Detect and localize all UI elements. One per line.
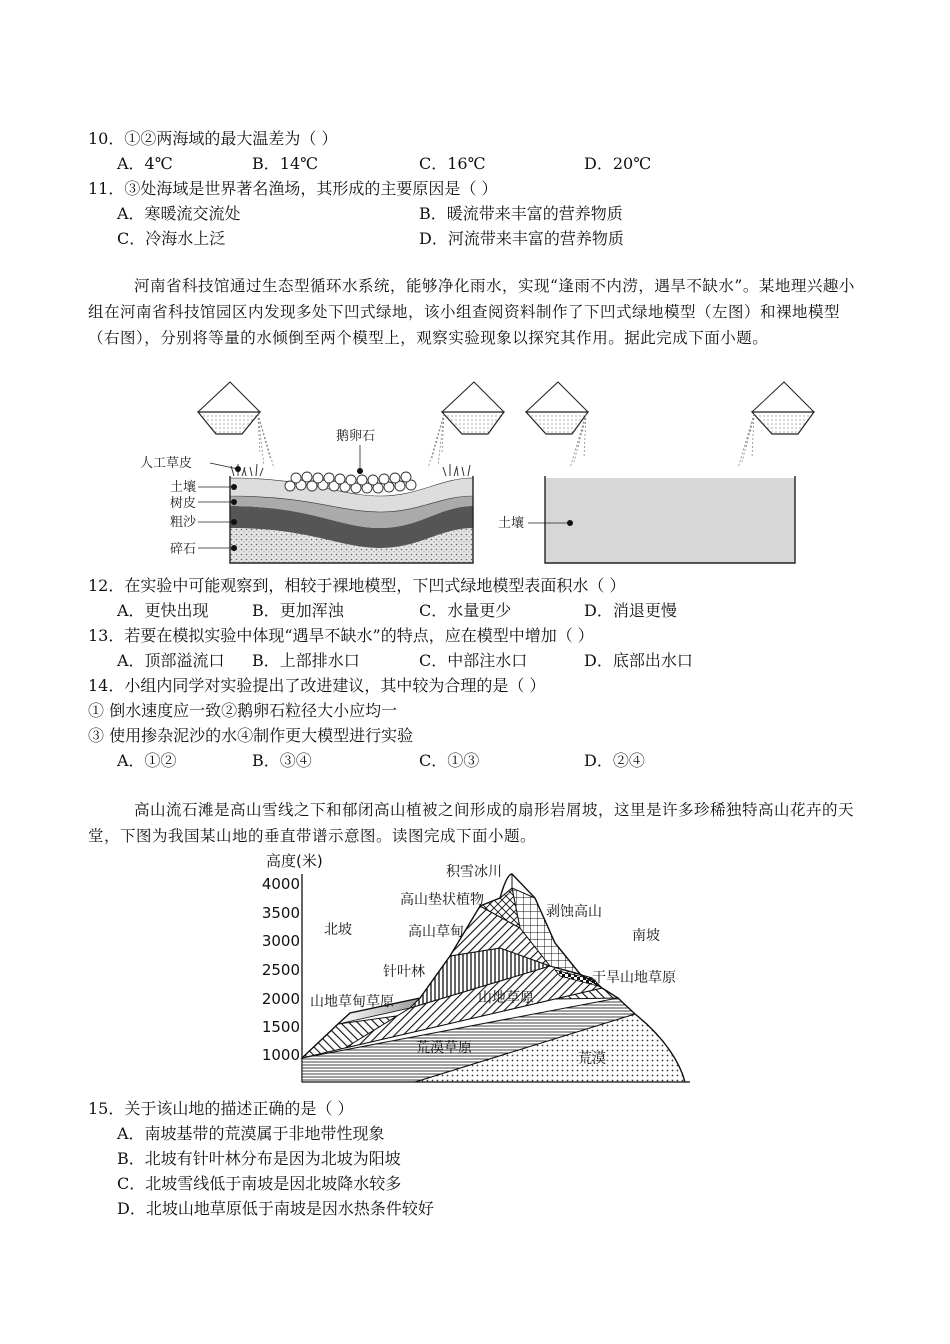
q13-option-a[interactable]: A．顶部溢流口 [117, 651, 225, 670]
label-glacier: 积雪冰川 [446, 864, 502, 880]
label-desert-grass: 荒漠草原 [416, 1040, 472, 1056]
tick-2500: 2500 [261, 961, 300, 979]
label-meadow: 高山草甸 [408, 924, 464, 940]
passage-1: 河南省科技馆通过生态型循环水系统，能够净化雨水，实现“逢雨不内涝，遇旱不缺水”。某地理兴趣小组在河南省科技馆园区内发现多处下凹式绿地，该小组查阅资料制作了下凹式绿地模型（左图）和裸地模型（右图），分别将等量的水倾倒至两个模型上，观察实验现象以探究其作用。据此完成下面小题。 [88, 277, 855, 347]
label-soil: 土壤 [170, 480, 197, 495]
q14-option-a[interactable]: A．①② [117, 751, 177, 770]
q13-option-d[interactable]: D．底部出水口 [584, 651, 693, 670]
q14-option-b[interactable]: B．③④ [252, 751, 312, 770]
q14-statement-1: ① 倒水速度应一致②鹅卵石粒径大小应均一 [88, 701, 398, 720]
label-mtn-meadow: 山地草甸草原 [310, 994, 394, 1010]
label-gravel: 碎石 [170, 542, 197, 557]
q10-stem: 10．①②两海域的最大温差为（ ） [88, 129, 338, 148]
label-south: 南坡 [632, 928, 660, 944]
q11-option-d[interactable]: D．河流带来丰富的营养物质 [419, 229, 624, 248]
tick-4000: 4000 [261, 875, 300, 893]
label-dry-grass: 干旱山地草原 [592, 970, 676, 986]
q10-option-d[interactable]: D．20℃ [584, 154, 652, 173]
q14-option-d[interactable]: D．②④ [584, 751, 645, 770]
q14-option-c[interactable]: C．①③ [419, 751, 480, 770]
label-right-soil: 土壤 [498, 516, 525, 531]
tick-2000: 2000 [261, 990, 300, 1008]
label-mtn-grass: 山地草原 [478, 990, 534, 1006]
q11-option-a[interactable]: A．寒暖流交流处 [117, 204, 241, 223]
label-north: 北坡 [324, 922, 352, 938]
model-figure [130, 378, 820, 570]
q15-option-a[interactable]: A．南坡基带的荒漠属于非地带性现象 [117, 1124, 385, 1143]
q13-option-b[interactable]: B．上部排水口 [252, 651, 360, 670]
q12-stem: 12．在实验中可能观察到，相较于裸地模型，下凹式绿地模型表面积水（ ） [88, 576, 626, 595]
left-pourer-a [198, 382, 274, 468]
tick-1000: 1000 [261, 1046, 300, 1064]
q12-option-d[interactable]: D．消退更慢 [584, 601, 677, 620]
right-pourer-b [738, 382, 814, 468]
tick-3000: 3000 [261, 932, 300, 950]
q15-stem: 15．关于该山地的描述正确的是（ ） [88, 1099, 354, 1118]
tick-3500: 3500 [261, 904, 300, 922]
q15-option-b[interactable]: B．北坡有针叶林分布是因为北坡为阳坡 [117, 1149, 401, 1168]
right-model [545, 476, 795, 563]
q10-option-c[interactable]: C．16℃ [419, 154, 486, 173]
left-pourer-b [428, 382, 504, 468]
tick-1500: 1500 [261, 1018, 300, 1036]
y-axis-label: 高度(米) [266, 852, 323, 870]
left-model [230, 464, 473, 563]
label-grass: 人工草皮 [140, 456, 193, 471]
q11-stem: 11．③处海域是世界著名渔场，其形成的主要原因是（ ） [88, 179, 498, 198]
q13-option-c[interactable]: C．中部注水口 [419, 651, 528, 670]
mountain-figure [250, 848, 700, 1086]
label-sand: 粗沙 [170, 515, 197, 530]
q11-option-b[interactable]: B．暖流带来丰富的营养物质 [419, 204, 623, 223]
label-desert: 荒漠 [578, 1051, 606, 1067]
q12-option-a[interactable]: A．更快出现 [117, 601, 209, 620]
q15-option-d[interactable]: D．北坡山地草原低于南坡是因水热条件较好 [117, 1199, 434, 1218]
label-bark: 树皮 [170, 496, 197, 511]
q13-stem: 13．若要在模拟实验中体现“遇旱不缺水”的特点，应在模型中增加（ ） [88, 626, 594, 645]
q15-option-c[interactable]: C．北坡雪线低于南坡是因北坡降水较多 [117, 1174, 402, 1193]
q10-option-a[interactable]: A．4℃ [117, 154, 173, 173]
label-cushion: 高山垫状植物 [400, 892, 484, 908]
q12-option-c[interactable]: C．水量更少 [419, 601, 512, 620]
q14-stem: 14．小组内同学对实验提出了改进建议，其中较为合理的是（ ） [88, 676, 546, 695]
label-pebble: 鹅卵石 [336, 429, 376, 444]
passage-2: 高山流石滩是高山雪线之下和郁闭高山植被之间形成的扇形岩屑坡，这里是许多珍稀独特高山花卉的天堂，下图为我国某山地的垂直带谱示意图。读图完成下面小题。 [88, 801, 855, 845]
q14-statement-2: ③ 使用掺杂泥沙的水④制作更大模型进行实验 [88, 726, 414, 745]
q10-option-b[interactable]: B．14℃ [252, 154, 319, 173]
q11-option-c[interactable]: C．冷海水上泛 [117, 229, 226, 248]
grass-tufts [231, 464, 470, 476]
label-conifer: 针叶林 [383, 964, 425, 980]
q12-option-b[interactable]: B．更加浑浊 [252, 601, 344, 620]
right-pourer-a [526, 382, 588, 468]
label-erosion: 剥蚀高山 [546, 904, 602, 920]
